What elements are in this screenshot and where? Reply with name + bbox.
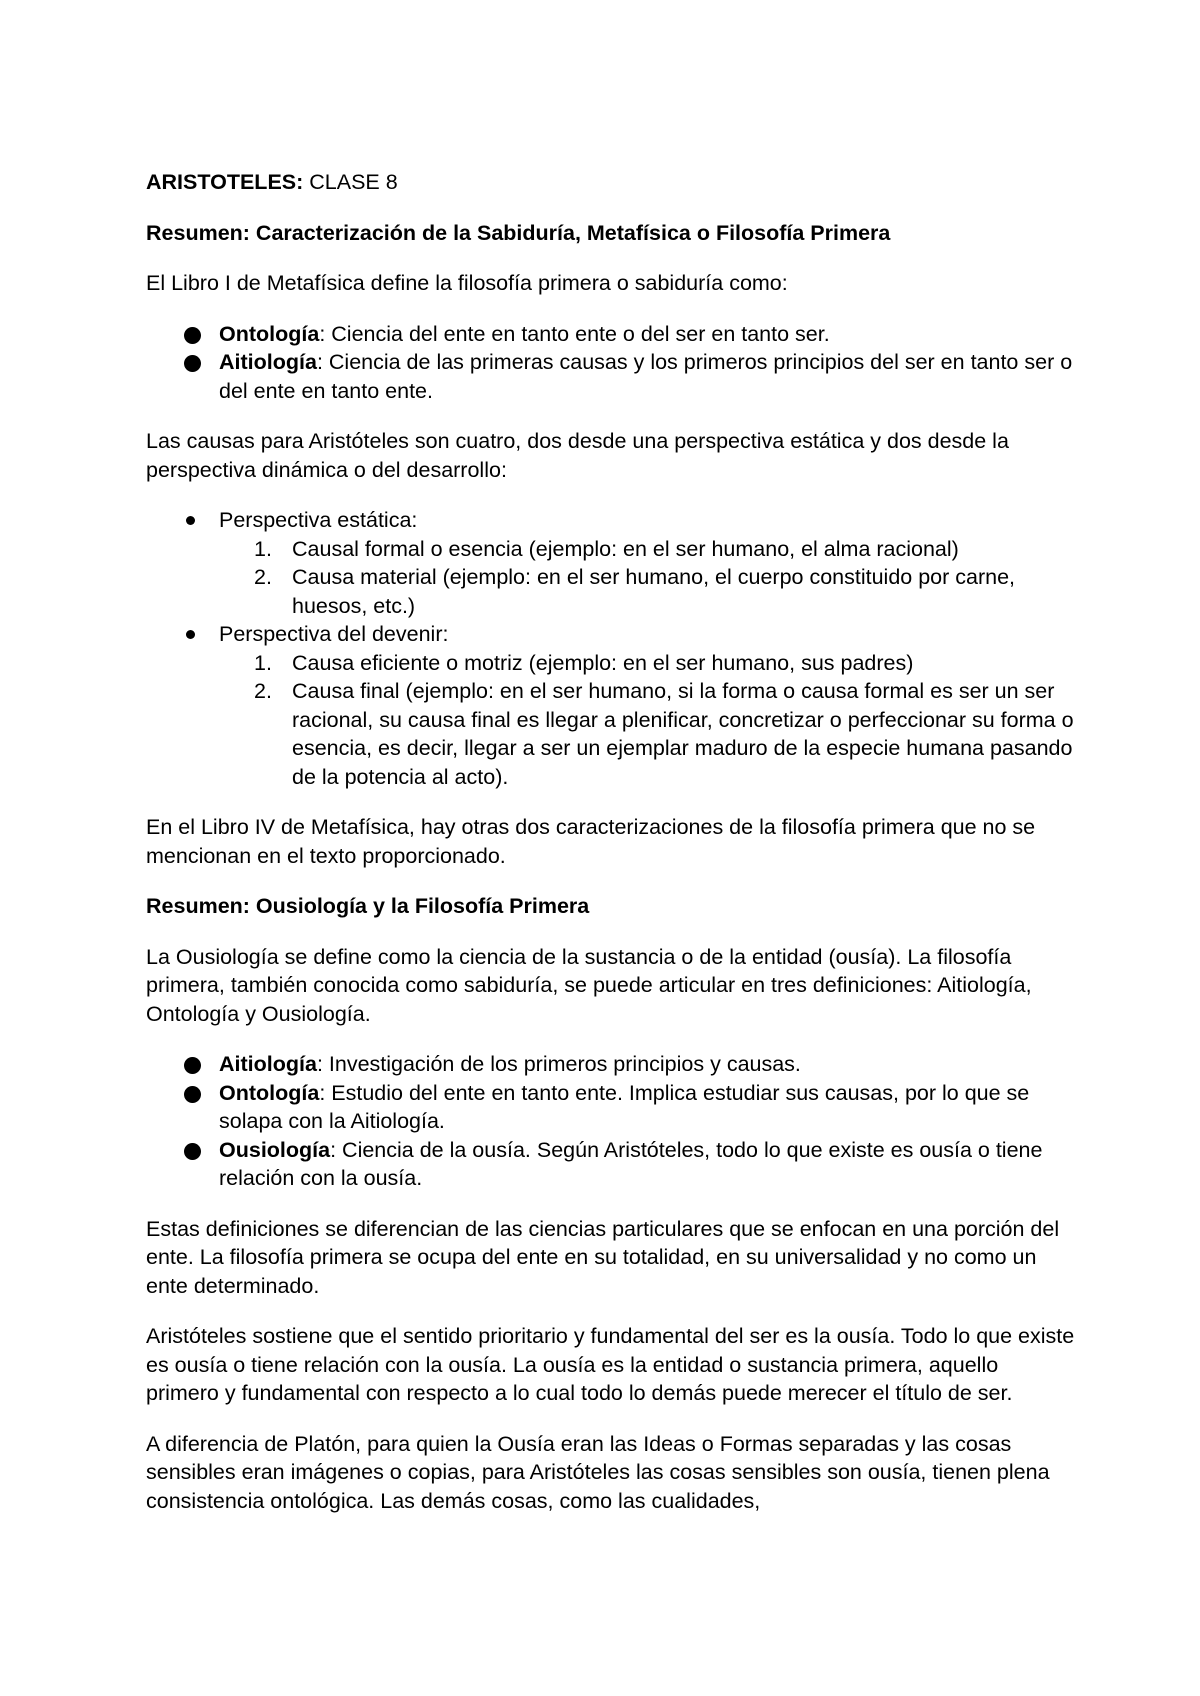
bullet-text: : Investigación de los primeros principios y causas. <box>316 1052 801 1076</box>
list-item <box>146 1079 1076 1136</box>
section2-intro: La Ousiología se define como la ciencia de la sustancia o de la entidad (ousía). La filosofía primera, también conocida como sabiduría, se puede articular en tres definiciones: Aitiología, Ontología y Ousiología. <box>146 944 1032 1026</box>
section2-heading: Resumen: Ousiología y la Filosofía Primera <box>146 894 590 918</box>
numbered-list <box>219 535 1076 621</box>
section1-intro: El Libro I de Metafísica define la filosofía primera o sabiduría como: <box>146 271 788 295</box>
bullet-term: Ousiología <box>219 1137 331 1162</box>
bullet-icon <box>184 1086 201 1103</box>
bullet-icon <box>186 630 195 639</box>
list-item <box>219 535 1076 564</box>
bullet-icon <box>186 516 195 525</box>
section2-paragraph: A diferencia de Platón, para quien la Ousía eran las Ideas o Formas separadas y las cosas sensibles eran imágenes o copias, para Aristóteles las cosas sensibles son ousía, tienen plena consistencia ontológica. Las demás cosas, como las cualidades, <box>146 1431 1050 1513</box>
document-title <box>146 168 1076 197</box>
list-item <box>146 1136 1076 1193</box>
list-item <box>219 649 1076 678</box>
list-item <box>146 320 1076 349</box>
numbered-list <box>219 649 1076 792</box>
item-number: 2. <box>254 679 272 703</box>
list-item <box>146 1050 1076 1079</box>
perspective-item <box>146 506 1076 620</box>
list-item <box>219 677 1076 791</box>
item-text: Causal formal o esencia (ejemplo: en el ser humano, el alma racional) <box>292 536 959 561</box>
bullet-text: : Ciencia de la ousía. Según Aristóteles, todo lo que existe es ousía o tiene relación con la ousía. <box>219 1137 1043 1190</box>
perspective-item <box>146 620 1076 791</box>
section2-paragraph: Aristóteles sostiene que el sentido prioritario y fundamental del ser es la ousía. Todo lo que existe es ousía o tiene relación con la ousía. La ousía es la entidad o sustancia primera, aquello primero y fundamental con respecto a lo cual todo lo demás puede merecer el título de ser. <box>146 1324 1075 1405</box>
section2-paragraph: Estas definiciones se diferencian de las ciencias particulares que se enfocan en una porción del ente. La filosofía primera se ocupa del ente en su totalidad, en su universalidad y no como un ente determinado. <box>146 1216 1060 1298</box>
document-page <box>146 168 1076 1537</box>
bullet-term: Aitiología <box>219 350 317 374</box>
bullet-term: Ontología <box>219 1080 320 1105</box>
perspective-label: Perspectiva estática: <box>219 508 418 532</box>
item-text: Causa material (ejemplo: en el ser humano, el cuerpo constituido por carne, huesos, etc.) <box>292 565 1016 618</box>
bullet-icon <box>184 355 201 372</box>
bullet-icon <box>184 327 201 344</box>
bullet-icon <box>184 1143 201 1160</box>
perspectives-list <box>146 506 1076 791</box>
item-number: 1. <box>254 536 272 561</box>
section1-heading: Resumen: Caracterización de la Sabiduría, Metafísica o Filosofía Primera <box>146 220 891 245</box>
item-text: Causa final (ejemplo: en el ser humano, si la forma o causa formal es ser un ser racional, su causa final es llegar a plenificar, concretizar o perfeccionar su forma o esencia, es decir, llegar a ser un ejemplar maduro de la especie humana pasando de la potencia al acto). <box>292 679 1074 789</box>
bullet-text: : Ciencia de las primeras causas y los primeros principios del ser en tanto ser o del ente en tanto ente. <box>219 350 1073 403</box>
causes-intro: Las causas para Aristóteles son cuatro, dos desde una perspectiva estática y dos desde la perspectiva dinámica o del desarrollo: <box>146 429 1009 482</box>
list-item <box>219 563 1076 620</box>
list-item <box>146 348 1076 405</box>
item-number: 1. <box>254 650 272 675</box>
bullet-term: Ontología <box>219 321 320 346</box>
section1-bullet-list <box>146 320 1076 406</box>
bullet-text: : Ciencia del ente en tanto ente o del ser en tanto ser. <box>319 321 830 346</box>
item-number: 2. <box>254 565 272 589</box>
bullet-icon <box>184 1057 201 1074</box>
perspective-label: Perspectiva del devenir: <box>219 622 449 646</box>
title-bold: ARISTOTELES: <box>146 170 304 194</box>
bullet-term: Aitiología <box>219 1052 317 1076</box>
title-rest: CLASE 8 <box>303 170 398 194</box>
section2-bullet-list <box>146 1050 1076 1193</box>
bullet-text: : Estudio del ente en tanto ente. Implica estudiar sus causas, por lo que se solapa con la Aitiología. <box>219 1080 1030 1133</box>
item-text: Causa eficiente o motriz (ejemplo: en el ser humano, sus padres) <box>292 650 914 675</box>
section1-closing: En el Libro IV de Metafísica, hay otras dos caracterizaciones de la filosofía primera que no se mencionan en el texto proporcionado. <box>146 815 1036 868</box>
